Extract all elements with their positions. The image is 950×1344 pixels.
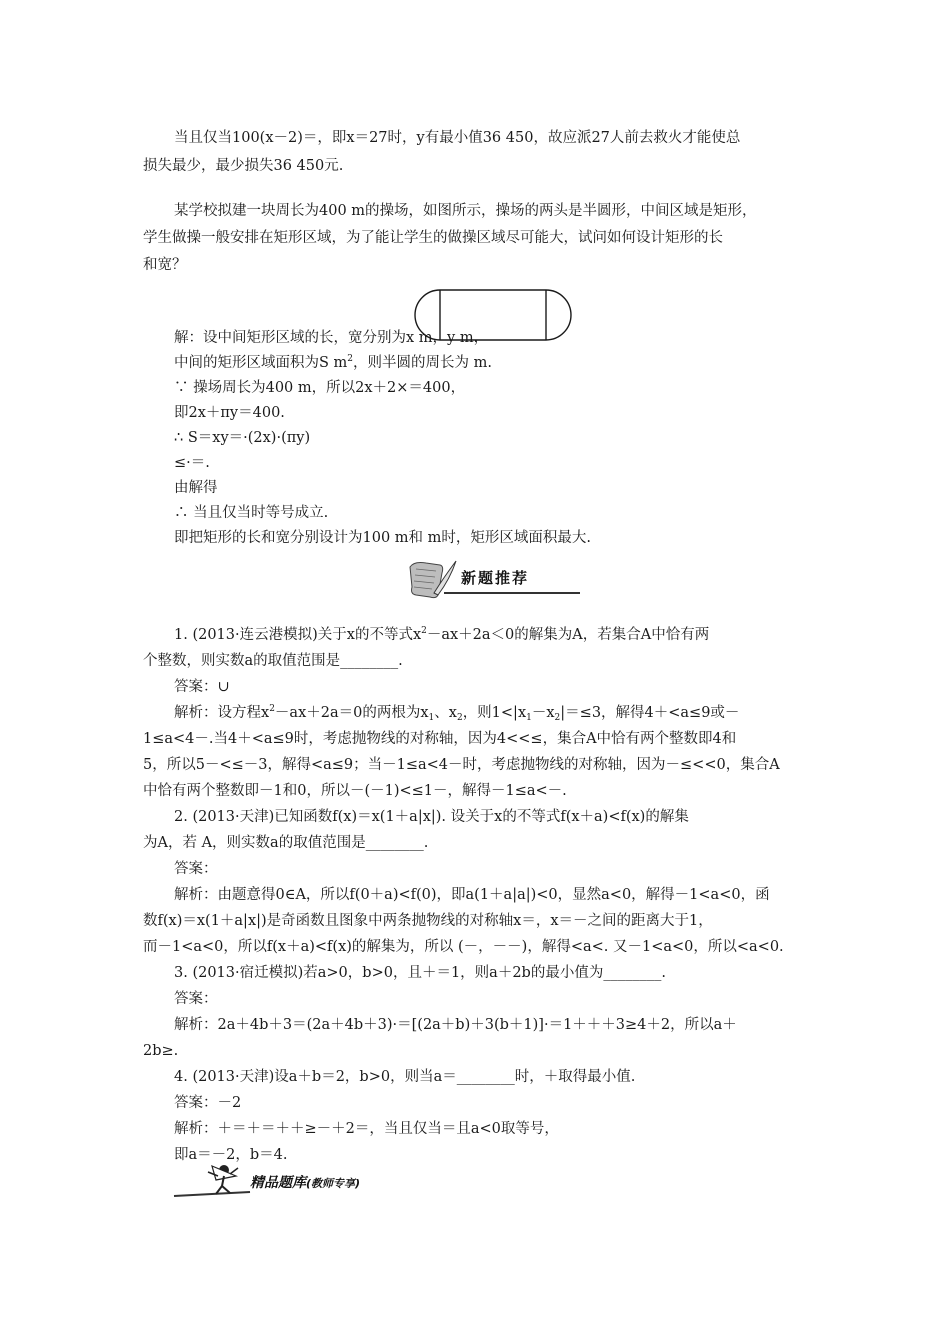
- q4-line-1: 4. (2013·天津)设a＋b＝2，b>0，则当a＝________时，＋取得最小值.: [174, 1069, 636, 1085]
- section-banner-new-questions: [404, 557, 580, 601]
- q2-analysis-2: 数f(x)＝x(1＋a|x|)是奇函数且图象中两条抛物线的对称轴x＝，x＝－之间的距离大于1，: [143, 913, 713, 929]
- q3-analysis-2: 2b≥.: [143, 1043, 179, 1059]
- q1-line-1: 1. (2013·连云港模拟)关于x的不等式$x^2-ax+2a<0$的解集为A，若集合A中恰有两: [174, 626, 710, 643]
- q1-analysis-2: 1≤a<4－.当4＋<a≤9时，考虑抛物线的对称轴，因为4<<≤，集合A中恰有两个整数即4和: [143, 731, 737, 747]
- solution-line-3: ∵ 操场周长为400 m，所以2x＋2×＝400，: [174, 380, 466, 396]
- q3-line-1: 3. (2013·宿迁模拟)若a>0，b>0，且＋＝1，则a＋2b的最小值为________.: [174, 965, 666, 981]
- solution-line-8: ∴ 当且仅当时等号成立.: [174, 505, 329, 521]
- q1-analysis-3: 5，所以5－<≤－3，解得<a≤9；当－1≤a<4－时，考虑抛物线的对称轴，因为－≤<<0，集合A: [143, 757, 780, 773]
- q4-answer: 答案：－2: [174, 1095, 242, 1111]
- q1-answer: 答案：∪: [174, 679, 230, 695]
- problem-line-1: 某学校拟建一块周长为400 m的操场，如图所示，操场的两头是半圆形，中间区域是矩形，: [174, 203, 757, 219]
- q3-answer: 答案：: [174, 991, 218, 1007]
- banner-subtitle: (教师专享): [306, 1177, 361, 1190]
- intro-line-1: 当且仅当100(x－2)＝，即x＝27时，y有最小值36 450，故应派27人前去救火才能使总: [174, 130, 741, 146]
- figure-mascot-icon: [172, 1162, 252, 1202]
- banner-underline: [444, 592, 580, 594]
- solution-line-7: 由解得: [174, 480, 218, 496]
- intro-line-2: 损失最少，最少损失36 450元.: [143, 158, 344, 174]
- q2-analysis-1: 解析：由题意得0∈A，所以f(0＋a)<f(0)，即a(1＋a|a|)<0，显然a<0，解得－1<a<0，函: [174, 887, 770, 903]
- section-banner-question-bank: [172, 1162, 422, 1202]
- problem-line-3: 和宽？: [143, 257, 187, 273]
- q2-line-2: 为A，若 A，则实数a的取值范围是________.: [143, 835, 429, 851]
- solution-line-5: ∴ S＝xy＝·(2x)·(πy): [174, 430, 311, 446]
- solution-line-1: 解：设中间矩形区域的长，宽分别为x m，y m，: [174, 330, 489, 346]
- banner-title: 精品题库(教师专享): [250, 1175, 361, 1191]
- solution-line-2: 中间的矩形区域面积为S $m^2$，则半圆的周长为 m.: [174, 354, 492, 371]
- q1-analysis-1: 解析：设方程$x^2-ax+2a=0$的两根为$x_1$、$x_2$，则$1<|x_1-x_2|=\le 3$，解得4＋<a≤9或－: [174, 704, 740, 723]
- banner-title: 新题推荐: [461, 569, 530, 587]
- q4-analysis-1: 解析：＋＝＋＝＋＋≥－＋2＝，当且仅当＝且a<0取等号，: [174, 1121, 559, 1137]
- q2-analysis-3: 而－1<a<0，所以f(x＋a)<f(x)的解集为，所以 (－，－－)，解得<a<. 又－1<a<0，所以<a<0.: [143, 939, 784, 955]
- q1-line-2: 个整数，则实数a的取值范围是________.: [143, 653, 403, 669]
- q1-analysis-4: 中恰有两个整数即－1和0，所以－(－1)<≤1－，解得－1≤a<－.: [143, 783, 567, 799]
- solution-line-4: 即2x＋πy＝400.: [174, 405, 285, 421]
- problem-line-2: 学生做操一般安排在矩形区域，为了能让学生的做操区域尽可能大，试问如何设计矩形的长: [143, 230, 723, 246]
- q2-answer: 答案：: [174, 861, 218, 877]
- q3-analysis-1: 解析：2a＋4b＋3＝(2a＋4b＋3)·＝[(2a＋b)＋3(b＋1)]·＝1＋＋＋3≥4＋2，所以a＋: [174, 1017, 737, 1033]
- solution-line-6: ≤·＝.: [174, 455, 210, 471]
- q4-analysis-2: 即a＝－2，b＝4.: [174, 1147, 288, 1163]
- scroll-feather-icon: [404, 557, 460, 601]
- q2-line-1: 2. (2013·天津)已知函数f(x)＝x(1＋a|x|). 设关于x的不等式f(x＋a)<f(x)的解集: [174, 809, 689, 825]
- solution-line-9: 即把矩形的长和宽分别设计为100 m和 m时，矩形区域面积最大.: [174, 530, 592, 546]
